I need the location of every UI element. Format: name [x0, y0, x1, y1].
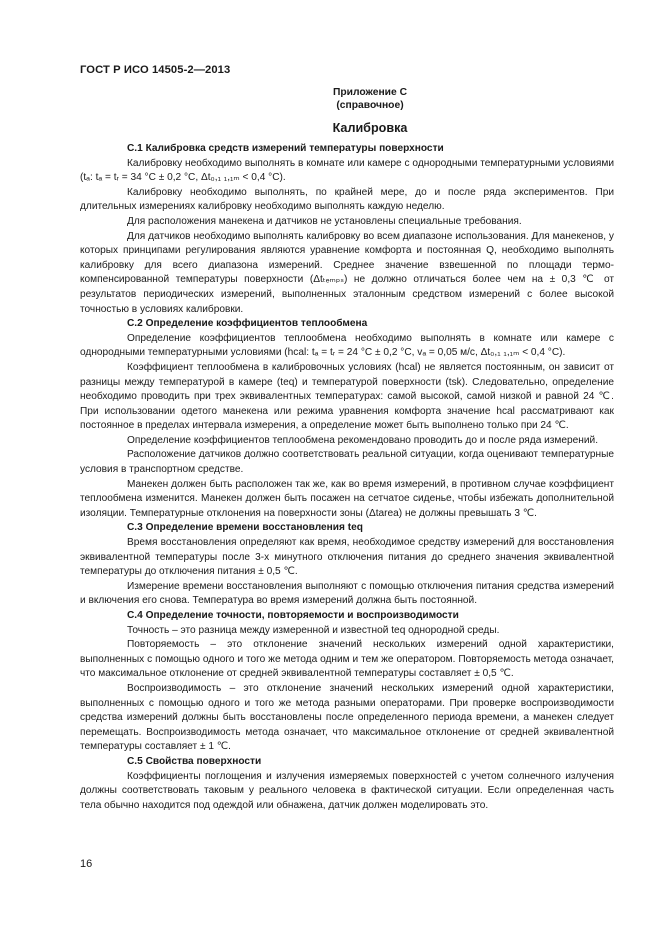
paragraph: Время восстановления определяют как время, необходимое средству измерений для восстановления эквивалентной температуры после 3-х минутного отключения питания до среднего значения эквивалентной температуры до отключения питания ± 0,5 ℃.: [80, 537, 614, 578]
paragraph: Точность – это разница между измеренной и известной teq однородной среды.: [127, 624, 500, 636]
paragraph: Измерение времени восстановления выполняют с помощью отключения питания средства измерений и включения его снова. Температура во время измерений должна быть постоянной.: [80, 580, 614, 607]
paragraph: Для датчиков необходимо выполнять калибровку во всем диапазоне использования. Для манекенов, у которых принципами регулирования являются уравнение комфорта и постоянная Q, необходимо выполнять калибровку для всего диапазона измерений. Среднее значение взвешенной по площади термо-компенсированной температуры поверхности (Δtₜₑₘₚₛ) не должно отличаться более чем на ± 0,3 ℃ от результатов периодических измерений, выполненных эталонным средством измерений с более высокой точностью в условиях калибровки.: [80, 230, 614, 315]
paragraph: Коэффициент теплообмена в калибровочных условиях (hcal) не является постоянным, он зависит от разницы между температурой в камере (teq) и температурой поверхности (tsk). Следовательно, определение необходимо проводить при трех эквивалентных температурах: самой высокой, самой низкой и равной 24 ℃. При использовании одетого манекена или режима уравнения комфорта значение hcal рассматривают как постоянное в пределах интервала измерения, а определение может быть выполнено только при 24 ℃.: [80, 361, 614, 432]
section-heading: С.1 Калибровка средств измерений температуры поверхности: [127, 143, 444, 154]
page-title: Калибровка: [332, 121, 408, 135]
paragraph: Манекен должен быть расположен так же, как во время измерений, в противном случае коэффициент теплообмена изменится. Манекен должен быть посажен на сетчатое сиденье, чтобы избежать дополнительной изоляции. Температурные отклонения на поверхности зоны (Δtarea) не должны превышать 3 ℃.: [80, 478, 614, 519]
section-heading: С.4 Определение точности, повторяемости и воспроизводимости: [127, 610, 459, 621]
paragraph: Определение коэффициентов теплообмена рекомендовано проводить до и после ряда измерений.: [127, 434, 599, 446]
paragraph: Для расположения манекена и датчиков не установлены специальные требования.: [127, 215, 522, 227]
paragraph: Расположение датчиков должно соответствовать реальной ситуации, когда оценивают температурные условия в транспортном средстве.: [80, 449, 614, 476]
section-heading: С.5 Свойства поверхности: [127, 755, 262, 767]
paragraph: Калибровку необходимо выполнять, по крайней мере, до и после ряда экспериментов. При длительных измерениях калибровку необходимо выполнять каждую неделю.: [80, 186, 614, 213]
page-number: 16: [80, 858, 93, 870]
annex-note: (справочное): [336, 100, 404, 111]
section-heading: С.2 Определение коэффициентов теплообмена: [127, 318, 368, 330]
document-body: [80, 142, 614, 813]
paragraph: Воспроизводимость – это отклонение значений нескольких измерений одной характеристики, выполненных с помощью одного и того же метода разными операторами. При проверке воспроизводимости средства измерений должны быть восстановлены после определенного периода времени, а манекен следует перемещать. Воспроизводимость метода означает, что максимальное отклонение от средней эквивалентной температуры составляет ± 1 ℃.: [80, 682, 614, 753]
paragraph: Повторяемость – это отклонение значений нескольких измерений одной характеристики, выполненных с помощью одного и того же метода одним и тем же оператором. Повторяемость метода означает, что максимальное отклонение от средней эквивалентной температуры составляет ± 0,5 ℃.: [80, 639, 614, 680]
paragraph: Определение коэффициентов теплообмена необходимо выполнять в комнате или камере с однородными температурными условиями (hcal: tₐ = tᵣ = 24 °С ± 0,2 °С, vₐ = 0,05 м/с, Δt₀,₁ ₁,₁ₘ < 0,4 °С).: [80, 332, 614, 359]
document-code: ГОСТ Р ИСО 14505-2—2013: [80, 64, 231, 76]
annex-label: Приложение С: [332, 87, 408, 98]
paragraph: Калибровку необходимо выполнять в комнате или камере с однородными температурными условиями (tₐ: tₐ = tᵣ = 34 °С ± 0,2 °С, Δt₀,₁ ₁,₁ₘ < 0,4 °С).: [80, 157, 614, 184]
paragraph: Коэффициенты поглощения и излучения измеряемых поверхностей с учетом солнечного излучения должны соответствовать таковым у реального человека в фактической ситуации. Если определенная часть тела обычно находится под одеждой или обнажена, датчик должен моделировать это.: [80, 770, 614, 811]
section-heading: С.3 Определение времени восстановления teq: [127, 522, 363, 534]
annex-block: [300, 86, 440, 112]
